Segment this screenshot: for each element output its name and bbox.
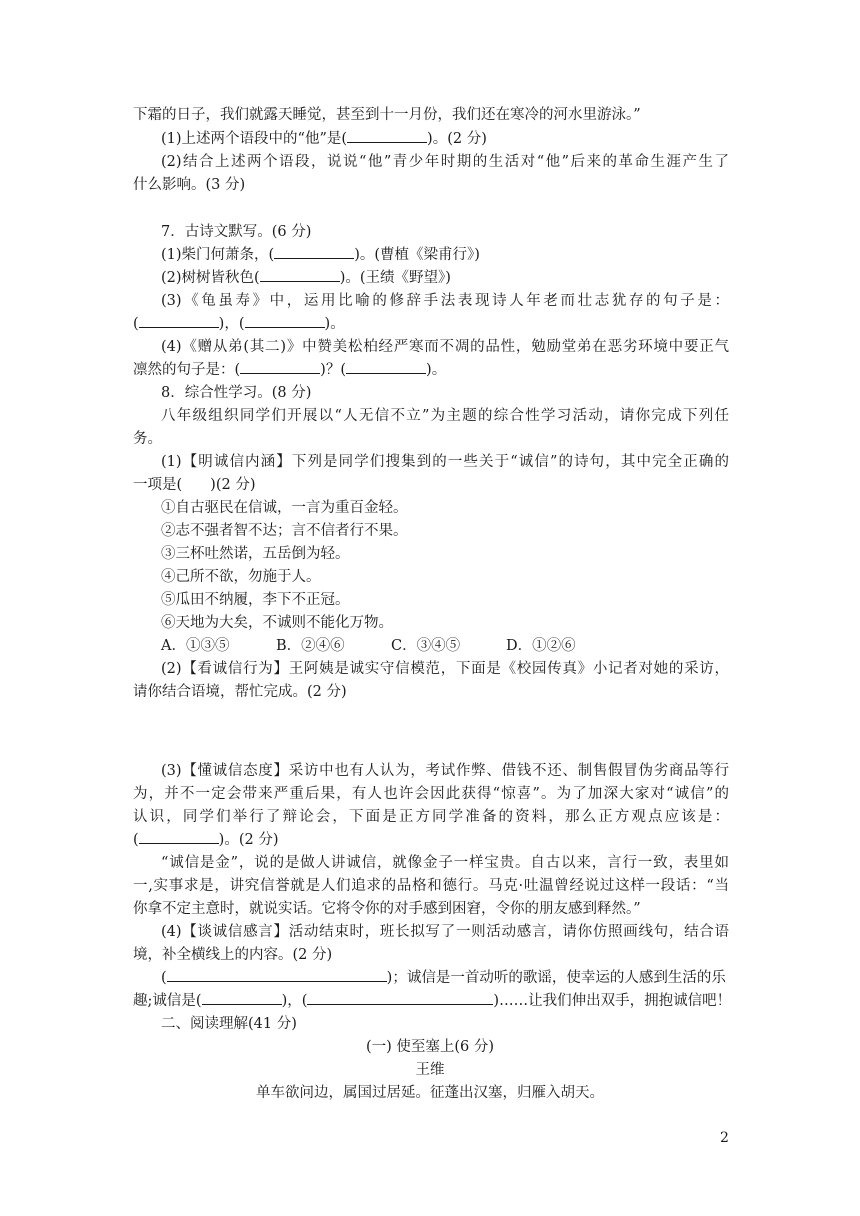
q8-sub4-blank-1[interactable] — [167, 981, 387, 982]
q8-intro-line1: 八年级组织同学们开展以“人无信不立”为主题的综合性学习活动，请你完成下列任 — [161, 408, 729, 424]
q8-sub3-line1: (3)【懂诚信态度】采访中也有人认为，考试作弊、借钱不还、制售假冒伪劣商品等行 — [161, 763, 729, 779]
q7-sub4-blank-2[interactable] — [346, 373, 426, 374]
q8-sub3-line3: 认识，同学们举行了辩论会，下面是正方同学准备的资料，那么正方观点应该是： — [133, 809, 729, 825]
q8-sub1-line1: (1)【明诚信内涵】下列是同学们搜集到的一些关于“诚信”的诗句，其中完全正确的 — [161, 454, 729, 470]
q8-sub2-line1: (2)【看诚信行为】王阿姨是诚实守信模范，下面是《校园传真》小记者对她的采访， — [161, 661, 729, 677]
q6-sub1: (1)上述两个语段中的“他”是( )。(2 分) — [161, 131, 487, 147]
q7-sub4-line2: 凛然的句子是：( )？( )。 — [133, 362, 447, 378]
option-d[interactable]: D．①②⑥ — [506, 638, 576, 654]
q8-sub1-item-4: ④己所不欲，勿施于人。 — [161, 569, 321, 585]
q8-sub3-quote-line1: “诚信是金”，说的是做人讲诚信，就像金子一样宝贵。自古以来，言行一致，表里如 — [161, 855, 729, 871]
q8-sub1-item-2: ②志不强者智不达；言不信者行不果。 — [161, 523, 408, 539]
poem-author: 王维 — [415, 1062, 445, 1078]
q7-sub3-line2: ( )，( )。 — [133, 316, 345, 332]
q8-sub3-quote-line2: 一,实事求是，讲究信誉就是人们追求的品格和德行。马克·吐温曾经说过这样一段话：“当 — [133, 878, 729, 894]
q8-sub4-line3: ( )；诚信是一首动听的歌谣，使幸运的人感到生活的乐 — [161, 970, 726, 986]
q8-sub4-blank-2[interactable] — [202, 1004, 282, 1005]
q6-sub2-line1: (2)结合上述两个语段，说说“他”青少年时期的生活对“他”后来的革命生涯产生了 — [161, 154, 729, 170]
q6-sub2-line2: 什么影响。(3 分) — [133, 177, 246, 193]
q8-sub4-line2: 境，补全横线上的内容。(2 分) — [133, 947, 333, 963]
q8-sub3-line2: 为，并不一定会带来严重后果，有人也许会因此获得“惊喜”。为了加深大家对“诚信”的 — [133, 786, 729, 802]
poem-line-1: 单车欲问边，属国过居延。征蓬出汉塞，归雁入胡天。 — [256, 1085, 604, 1101]
q7-sub1: (1)柴门何萧条，( )。(曹植《梁甫行》) — [161, 247, 480, 263]
q8-sub1-item-5: ⑤瓜田不纳履，李下不正冠。 — [161, 592, 350, 608]
option-c[interactable]: C．③④⑤ — [391, 638, 461, 654]
poem-heading: (一) 使至塞上(6 分) — [365, 1039, 495, 1055]
page-number: 2 — [720, 1130, 729, 1146]
q8-sub4-line4: 趣;诚信是( )，( )……让我们伸出双手，拥抱诚信吧！ — [133, 993, 732, 1009]
q7-title: 7．古诗文默写。(6 分) — [161, 224, 312, 240]
q8-sub1-item-6: ⑥天地为大矣，不诚则不能化万物。 — [161, 615, 393, 631]
q8-sub4-blank-3[interactable] — [307, 1004, 493, 1005]
q8-title: 8．综合性学习。(8 分) — [161, 385, 312, 401]
q7-sub2: (2)树树皆秋色( )。(王绩《野望》) — [161, 270, 451, 286]
section2-title: 二、阅读理解(41 分) — [161, 1016, 297, 1032]
q7-sub3-blank-2[interactable] — [245, 327, 325, 328]
q8-sub3-blank[interactable] — [139, 843, 219, 844]
q7-sub3-line1: (3)《龟虽寿》中，运用比喻的修辞手法表现诗人年老而壮志犹存的句子是： — [161, 293, 729, 309]
option-b[interactable]: B．②④⑥ — [276, 638, 345, 654]
q8-intro-line2: 务。 — [133, 431, 162, 447]
q8-sub2-line2: 请你结合语境，帮忙完成。(2 分) — [133, 684, 347, 700]
option-a[interactable]: A．①③⑤ — [161, 638, 230, 654]
q7-sub2-blank[interactable] — [260, 281, 340, 282]
q8-sub1-item-3: ③三杯吐然诺，五岳倒为轻。 — [161, 546, 350, 562]
q7-sub3-blank-1[interactable] — [139, 327, 219, 328]
q7-sub4-line1: (4)《赠从弟(其二)》中赞美松柏经严寒而不凋的品性，勉励堂弟在恶劣环境中要正气 — [161, 339, 729, 355]
q7-sub1-blank[interactable] — [274, 258, 354, 259]
q8-sub1-options — [161, 635, 621, 657]
q8-sub3-quote-line3: 你拿不定主意时，就说实话。它将令你的对手感到困窘，令你的朋友感到释然。” — [133, 901, 641, 917]
q8-sub1-line2: 一项是( )(2 分) — [133, 477, 256, 493]
q8-sub3-line4: ( )。(2 分) — [133, 832, 279, 848]
q6-sub1-blank[interactable] — [347, 142, 427, 143]
intro-line: 下霜的日子，我们就露天睡觉，甚至到十一月份，我们还在寒冷的河水里游泳。” — [133, 107, 641, 123]
q7-sub4-blank-1[interactable] — [240, 373, 320, 374]
q8-sub1-item-1: ①自古驱民在信诚，一言为重百金轻。 — [161, 500, 408, 516]
q8-sub4-line1: (4)【谈诚信感言】活动结束时，班长拟写了一则活动感言，请你仿照画线句，结合语 — [161, 924, 729, 940]
